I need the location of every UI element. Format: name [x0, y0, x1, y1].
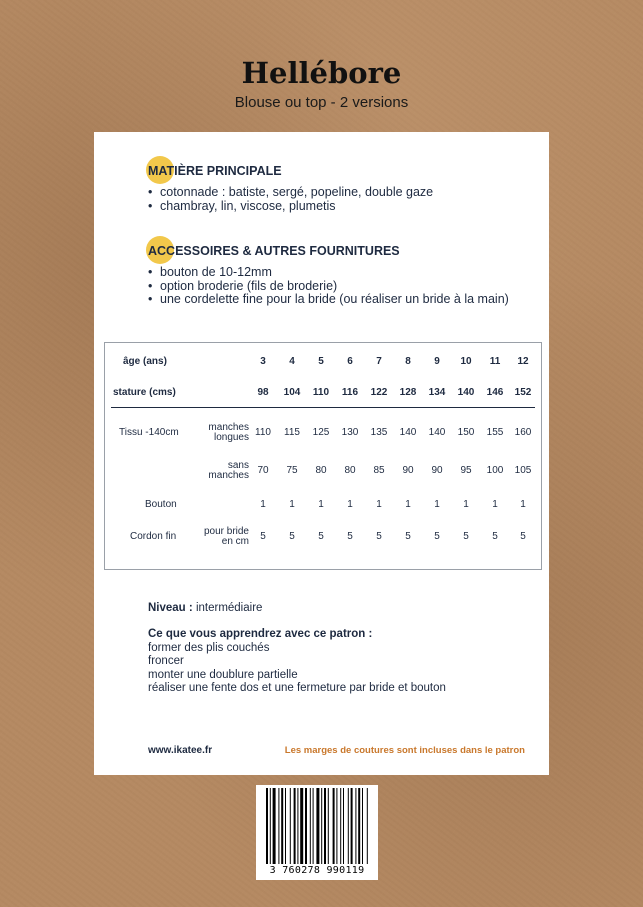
stature-cell: 122 — [370, 387, 388, 398]
cord-cell: 5 — [463, 531, 469, 542]
cord-cell: 5 — [318, 531, 324, 542]
accessories-heading: ACCESSOIRES & AUTRES FOURNITURES — [148, 244, 400, 258]
age-cell: 12 — [517, 356, 529, 367]
barcode-bar — [321, 788, 322, 864]
table-divider — [111, 407, 535, 408]
long-sleeves-label: manches longues — [208, 422, 249, 443]
long-sleeves-cell: 140 — [428, 427, 446, 438]
stature-cell: 116 — [341, 387, 359, 398]
sleeveless-cell: 105 — [514, 465, 532, 476]
barcode-bar — [305, 788, 307, 864]
list-item: • option broderie (fils de broderie) — [148, 280, 518, 294]
sleeveless-cell: 100 — [486, 465, 504, 476]
barcode — [256, 785, 378, 880]
barcode-bar — [324, 788, 326, 864]
button-cell: 1 — [492, 499, 498, 510]
button-cell: 1 — [405, 499, 411, 510]
age-cell: 5 — [318, 356, 324, 367]
barcode-bar — [316, 788, 319, 864]
barcode-bar — [355, 788, 356, 864]
barcode-bar — [294, 788, 296, 864]
age-cell: 3 — [260, 356, 266, 367]
cord-sublabel: pour bride en cm — [203, 526, 249, 547]
barcode-bar — [297, 788, 298, 864]
list-item: • une cordelette fine pour la bride (ou réaliser un bride à la main) — [148, 293, 518, 307]
cord-cell: 5 — [289, 531, 295, 542]
learn-item: monter une doublure partielle — [148, 668, 298, 681]
level-value: intermédiaire — [192, 602, 263, 614]
stature-cell: 134 — [428, 387, 446, 398]
sleeveless-cell: 80 — [344, 465, 356, 476]
materials-list — [148, 186, 518, 213]
seam-allowance-note: Les marges de coutures sont incluses dans le patron — [284, 745, 525, 756]
cord-cell: 5 — [434, 531, 440, 542]
barcode-bar — [328, 788, 329, 864]
level-label: Niveau : — [148, 602, 193, 614]
barcode-bar — [340, 788, 341, 864]
sleeveless-cell: 90 — [402, 465, 414, 476]
size-table — [104, 342, 542, 570]
stature-cell: 98 — [257, 387, 269, 398]
age-cell: 11 — [489, 356, 501, 367]
barcode-bar — [313, 788, 314, 864]
button-cell: 1 — [347, 499, 353, 510]
button-cell: 1 — [463, 499, 469, 510]
button-label: Bouton — [145, 499, 177, 510]
cord-cell: 5 — [260, 531, 266, 542]
long-sleeves-cell: 130 — [341, 427, 359, 438]
button-cell: 1 — [289, 499, 295, 510]
age-cell: 8 — [405, 356, 411, 367]
sleeveless-cell: 75 — [286, 465, 298, 476]
barcode-bars — [266, 788, 368, 866]
learn-item: froncer — [148, 655, 184, 667]
button-cell: 1 — [520, 499, 526, 510]
barcode-bar — [333, 788, 335, 864]
list-item: • chambray, lin, viscose, plumetis — [148, 200, 518, 214]
long-sleeves-cell: 140 — [399, 427, 417, 438]
barcode-bar — [285, 788, 286, 864]
stature-cell: 128 — [399, 387, 417, 398]
button-cell: 1 — [318, 499, 324, 510]
long-sleeves-cell: 125 — [312, 427, 330, 438]
list-item: • bouton de 10-12mm — [148, 266, 518, 280]
list-item: • cotonnade : batiste, sergé, popeline, double gaze — [148, 186, 518, 200]
info-card — [94, 132, 549, 775]
button-cell: 1 — [434, 499, 440, 510]
barcode-bar — [266, 788, 268, 864]
barcode-bar — [336, 788, 337, 864]
sleeveless-cell: 90 — [431, 465, 443, 476]
website-link[interactable]: www.ikatee.fr — [148, 745, 213, 756]
sleeveless-cell: 95 — [460, 465, 472, 476]
barcode-bar — [270, 788, 271, 864]
stature-cell: 110 — [312, 387, 330, 398]
accessories-list — [148, 266, 518, 307]
barcode-bar — [358, 788, 360, 864]
barcode-bar — [273, 788, 276, 864]
cord-cell: 5 — [520, 531, 526, 542]
cord-cell: 5 — [347, 531, 353, 542]
long-sleeves-cell: 135 — [370, 427, 388, 438]
button-cell: 1 — [376, 499, 382, 510]
age-cell: 7 — [376, 356, 382, 367]
cord-cell: 5 — [405, 531, 411, 542]
barcode-bar — [281, 788, 283, 864]
stature-cell: 140 — [457, 387, 475, 398]
sleeveless-cell: 70 — [257, 465, 269, 476]
level-line — [148, 602, 262, 616]
cord-cell: 5 — [376, 531, 382, 542]
barcode-number: 3 760278 990119 — [269, 865, 365, 876]
barcode-bar — [290, 788, 291, 864]
barcode-bar — [310, 788, 311, 864]
page-subtitle: Blouse ou top - 2 versions — [234, 94, 409, 111]
stature-cell: 152 — [514, 387, 532, 398]
long-sleeves-cell: 155 — [486, 427, 504, 438]
long-sleeves-cell: 110 — [255, 427, 271, 438]
barcode-bar — [348, 788, 349, 864]
age-cell: 9 — [434, 356, 440, 367]
long-sleeves-cell: 150 — [457, 427, 475, 438]
page-title: Hellébore — [241, 56, 402, 90]
age-cell: 6 — [347, 356, 353, 367]
barcode-bar — [343, 788, 344, 864]
sleeveless-label: sans manches — [208, 460, 249, 481]
sleeveless-cell: 80 — [315, 465, 327, 476]
barcode-bar — [351, 788, 353, 864]
fabric-label: Tissu -140cm — [119, 427, 179, 438]
barcode-bar — [300, 788, 303, 864]
age-cell: 10 — [460, 356, 472, 367]
barcode-bar — [278, 788, 279, 864]
stature-cell: 104 — [283, 387, 301, 398]
learn-item: réaliser une fente dos et une fermeture par bride et bouton — [148, 682, 446, 694]
barcode-bar — [362, 788, 363, 864]
cord-label: Cordon fin — [130, 531, 177, 542]
long-sleeves-cell: 115 — [284, 427, 300, 438]
long-sleeves-cell: 160 — [514, 427, 532, 438]
learn-section — [148, 628, 446, 696]
age-cell: 4 — [289, 356, 295, 367]
learn-heading: Ce que vous apprendrez avec ce patron : — [148, 628, 373, 640]
learn-item: former des plis couchés — [148, 641, 270, 654]
button-cell: 1 — [260, 499, 266, 510]
stature-label: stature (cms) — [113, 387, 176, 398]
materials-heading: MATIÈRE PRINCIPALE — [148, 164, 282, 178]
barcode-bar — [367, 788, 368, 864]
age-label: âge (ans) — [123, 356, 167, 367]
cord-cell: 5 — [492, 531, 498, 542]
stature-cell: 146 — [486, 387, 504, 398]
sleeveless-cell: 85 — [373, 465, 385, 476]
